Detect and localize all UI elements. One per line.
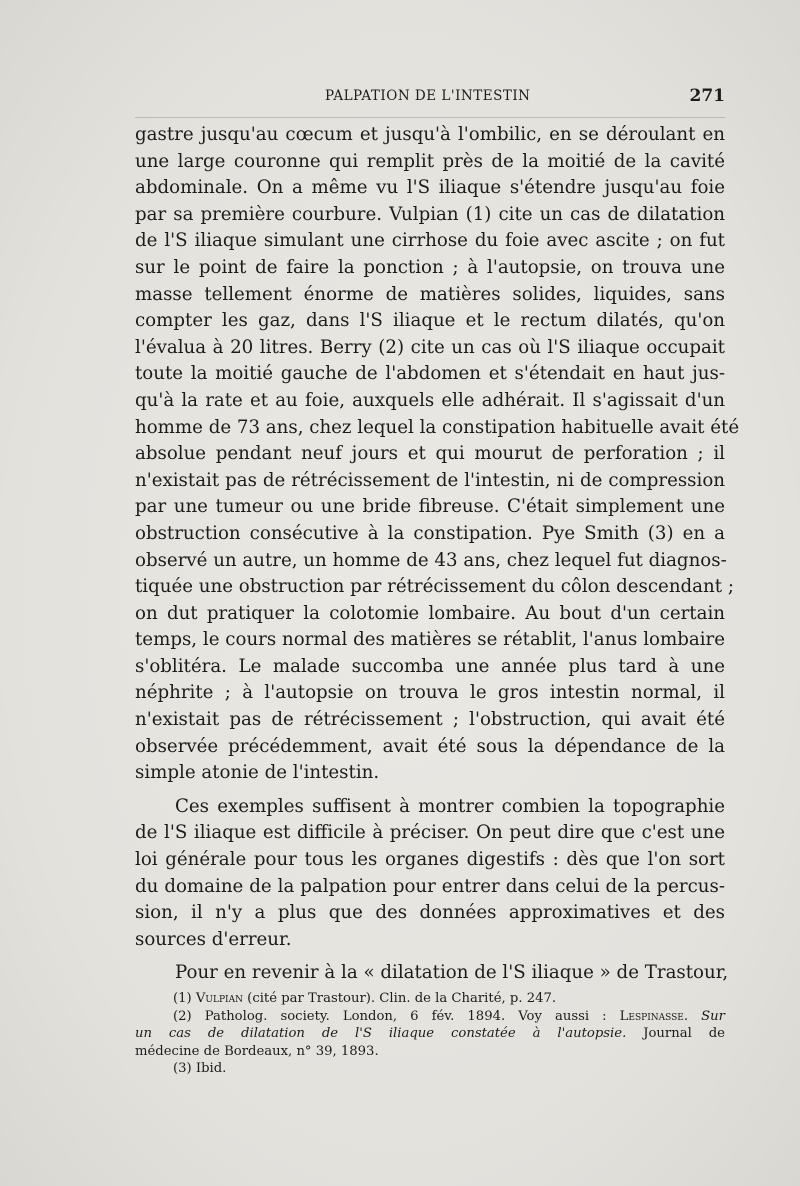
text-line: abdominale. On a même vu l'S iliaque s'étendre jusqu'au foie: [135, 177, 725, 199]
text-line: du domaine de la palpation pour entrer dans celui de la percus-: [135, 875, 725, 897]
footnote-marker: (2): [173, 1008, 192, 1024]
footnote-2: [135, 1008, 725, 1026]
header-rule: [135, 117, 725, 118]
text-line: sur le point de faire la ponction ; à l'autopsie, on trouva une: [135, 256, 725, 278]
text-line: absolue pendant neuf jours et qui mourut de perforation ; il: [135, 443, 725, 465]
text-line: sources d'erreur.: [135, 928, 292, 950]
text-line: observé un autre, un homme de 43 ans, chez lequel fut diagnos-: [135, 549, 727, 571]
text-line: par une tumeur ou une bride fibreuse. C'était simplement une: [135, 496, 725, 518]
text-line: simple atonie de l'intestin.: [135, 762, 380, 784]
text-line: loi générale pour tous les organes digestifs : dès que l'on sort: [135, 849, 725, 871]
text-line: compter les gaz, dans l'S iliaque et le rectum dilatés, qu'on: [135, 310, 725, 332]
text-line: néphrite ; à l'autopsie on trouva le gros intestin normal, il: [135, 682, 725, 704]
text-line: observée précédemment, avait été sous la dépendance de la: [135, 735, 725, 757]
text-line: l'évalua à 20 litres. Berry (2) cite un cas où l'S iliaque occupait: [135, 336, 725, 358]
text-line: n'existait pas de rétrécissement ; l'obstruction, qui avait été: [135, 709, 725, 731]
text-line: sion, il n'y a plus que des données approximatives et des: [135, 902, 725, 924]
page-header: [135, 86, 725, 110]
footnote-text: (cité par Trastour). Clin. de la Charité, p. 247.: [247, 991, 557, 1006]
footnote-title: un cas de dilatation de l'S iliaque constatée à l'autopsie.: [135, 1026, 627, 1042]
text-line: n'existait pas de rétrécissement de l'intestin, ni de compression: [135, 469, 725, 491]
footnote-title: Sur: [701, 1008, 725, 1024]
footnote-text: Patholog. society. London, 6 fév. 1894. Voy aussi :: [204, 1008, 607, 1024]
footnote-1: [135, 990, 725, 1008]
footnote-2-cont: [135, 1025, 725, 1043]
running-title: PALPATION DE L'INTESTIN: [325, 88, 531, 104]
footnotes: [135, 990, 725, 1078]
page-number: 271: [689, 86, 725, 106]
text-line: Pour en revenir à la « dilatation de l'S iliaque » de Trastour,: [175, 962, 729, 984]
footnote-journal: Journal de: [643, 1026, 725, 1042]
text-line: s'oblitéra. Le malade succomba une année plus tard à une: [135, 655, 725, 677]
text-line: de l'S iliaque simulant une cirrhose du foie avec ascite ; on fut: [135, 230, 725, 252]
text-line: temps, le cours normal des matières se rétablit, l'anus lombaire: [135, 629, 725, 651]
text-line: Ces exemples suffisent à montrer combien la topographie: [175, 795, 725, 817]
footnote-3: (3) Ibid.: [173, 1061, 227, 1077]
text-line: tiquée une obstruction par rétrécissement du côlon descendant ;: [135, 576, 734, 598]
text-line: par sa première courbure. Vulpian (1) cite un cas de dilatation: [135, 203, 725, 225]
text-line: on dut pratiquer la colotomie lombaire. Au bout d'un certain: [135, 602, 725, 624]
text-line: gastre jusqu'au cœcum et jusqu'à l'ombilic, en se déroulant en: [135, 124, 725, 145]
body-text: [135, 122, 740, 987]
text-line: qu'à la rate et au foie, auxquels elle adhérait. Il s'agissait d'un: [135, 389, 725, 411]
text-line: obstruction consécutive à la constipation. Pye Smith (3) en a: [135, 522, 725, 544]
footnote-author: Lespinasse.: [619, 1008, 689, 1024]
text-line: homme de 73 ans, chez lequel la constipation habituelle avait été: [135, 416, 740, 438]
footnote-2-cont: médecine de Bordeaux, n° 39, 1893.: [135, 1043, 379, 1059]
footnote-author: Vulpian: [195, 991, 243, 1006]
text-line: masse tellement énorme de matières solides, liquides, sans: [135, 283, 725, 305]
text-line: de l'S iliaque est difficile à préciser. On peut dire que c'est une: [135, 822, 725, 844]
text-line: une large couronne qui remplit près de la moitié de la cavité: [135, 150, 725, 172]
footnote-marker: (1): [173, 991, 192, 1006]
text-line: toute la moitié gauche de l'abdomen et s'étendait en haut jus-: [135, 363, 725, 385]
